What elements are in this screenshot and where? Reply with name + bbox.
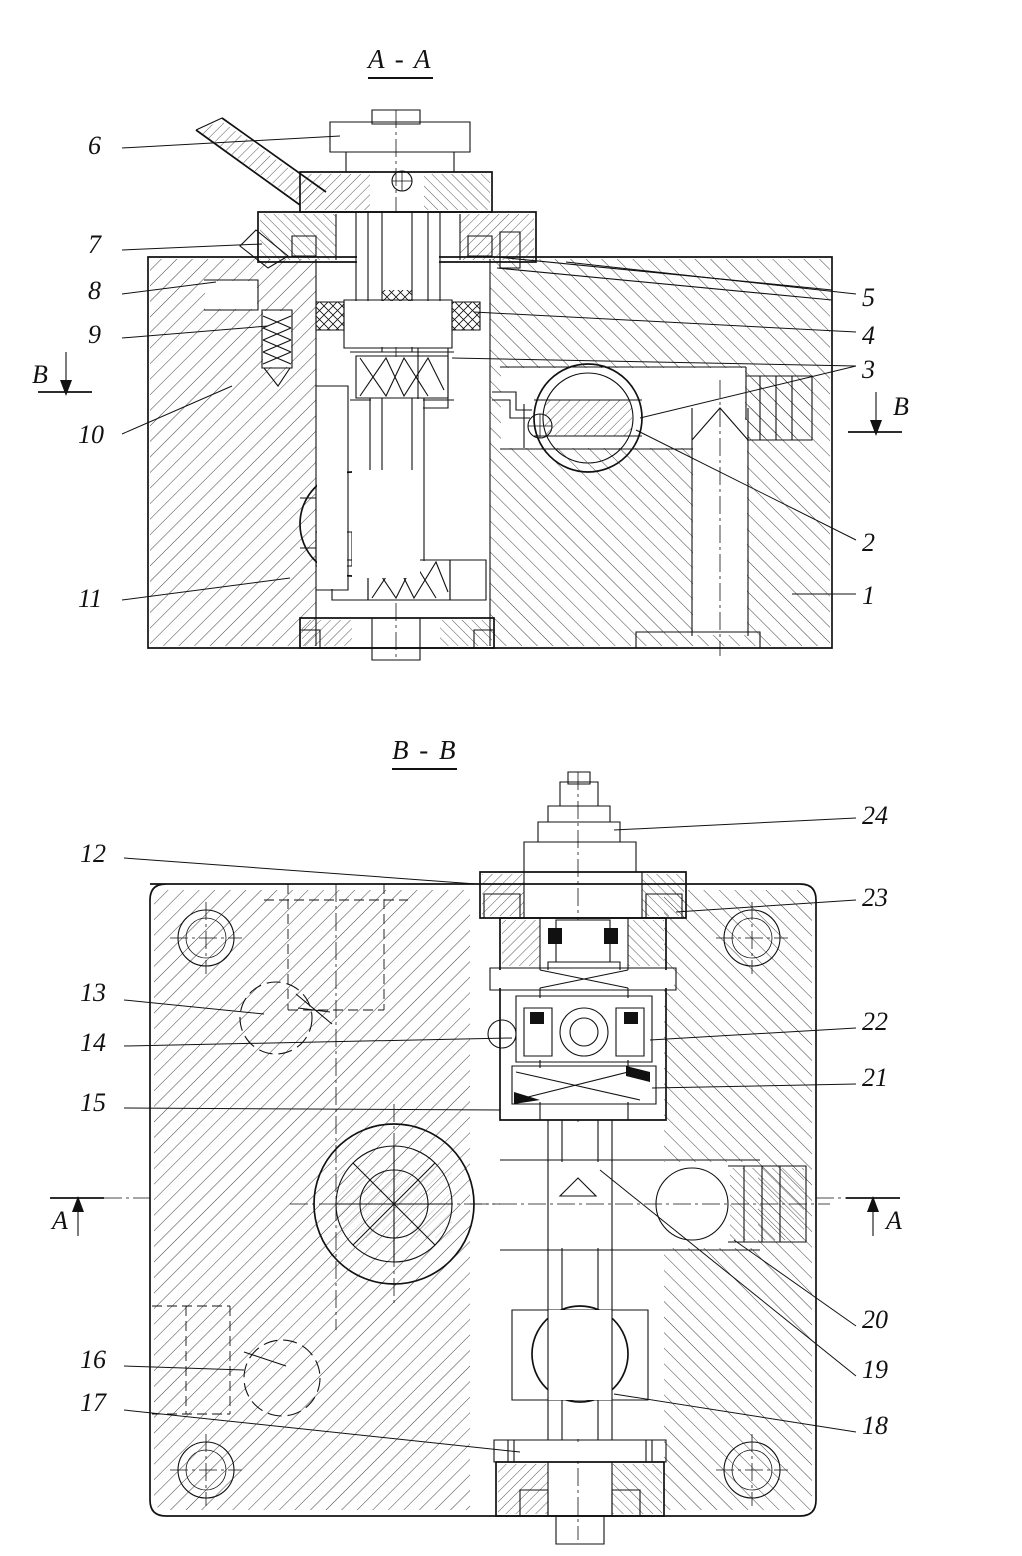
callout-18: 18 — [862, 1411, 888, 1440]
callout-1: 1 — [862, 581, 875, 610]
callout-13: 13 — [80, 978, 106, 1007]
callout-7: 7 — [88, 230, 101, 259]
callout-23: 23 — [862, 883, 888, 912]
callout-2: 2 — [862, 528, 875, 557]
callout-5: 5 — [862, 283, 875, 312]
callout-21: 21 — [862, 1063, 888, 1092]
callout-19: 19 — [862, 1355, 888, 1384]
callout-6: 6 — [88, 131, 101, 160]
callout-17: 17 — [80, 1388, 106, 1417]
callout-12: 12 — [80, 839, 106, 868]
callout-15: 15 — [80, 1088, 106, 1117]
callout-8: 8 — [88, 276, 101, 305]
view-aa-title: A - A — [368, 44, 433, 79]
callout-22: 22 — [862, 1007, 888, 1036]
callout-3: 3 — [862, 355, 875, 384]
callout-10: 10 — [78, 420, 104, 449]
callout-4: 4 — [862, 321, 875, 350]
view-bb-title: В - В — [392, 735, 457, 770]
callout-16: 16 — [80, 1345, 106, 1374]
section-marker-a-right: A — [886, 1206, 902, 1235]
section-marker-b-right: В — [893, 392, 909, 421]
section-marker-b-left: В — [32, 360, 48, 389]
callout-11: 11 — [78, 584, 103, 613]
callout-9: 9 — [88, 320, 101, 349]
callout-24: 24 — [862, 801, 888, 830]
view-bb-geometry — [50, 772, 900, 1544]
callout-14: 14 — [80, 1028, 106, 1057]
section-marker-a-left: A — [52, 1206, 68, 1235]
view-aa-geometry — [38, 110, 902, 660]
callout-20: 20 — [862, 1305, 888, 1334]
